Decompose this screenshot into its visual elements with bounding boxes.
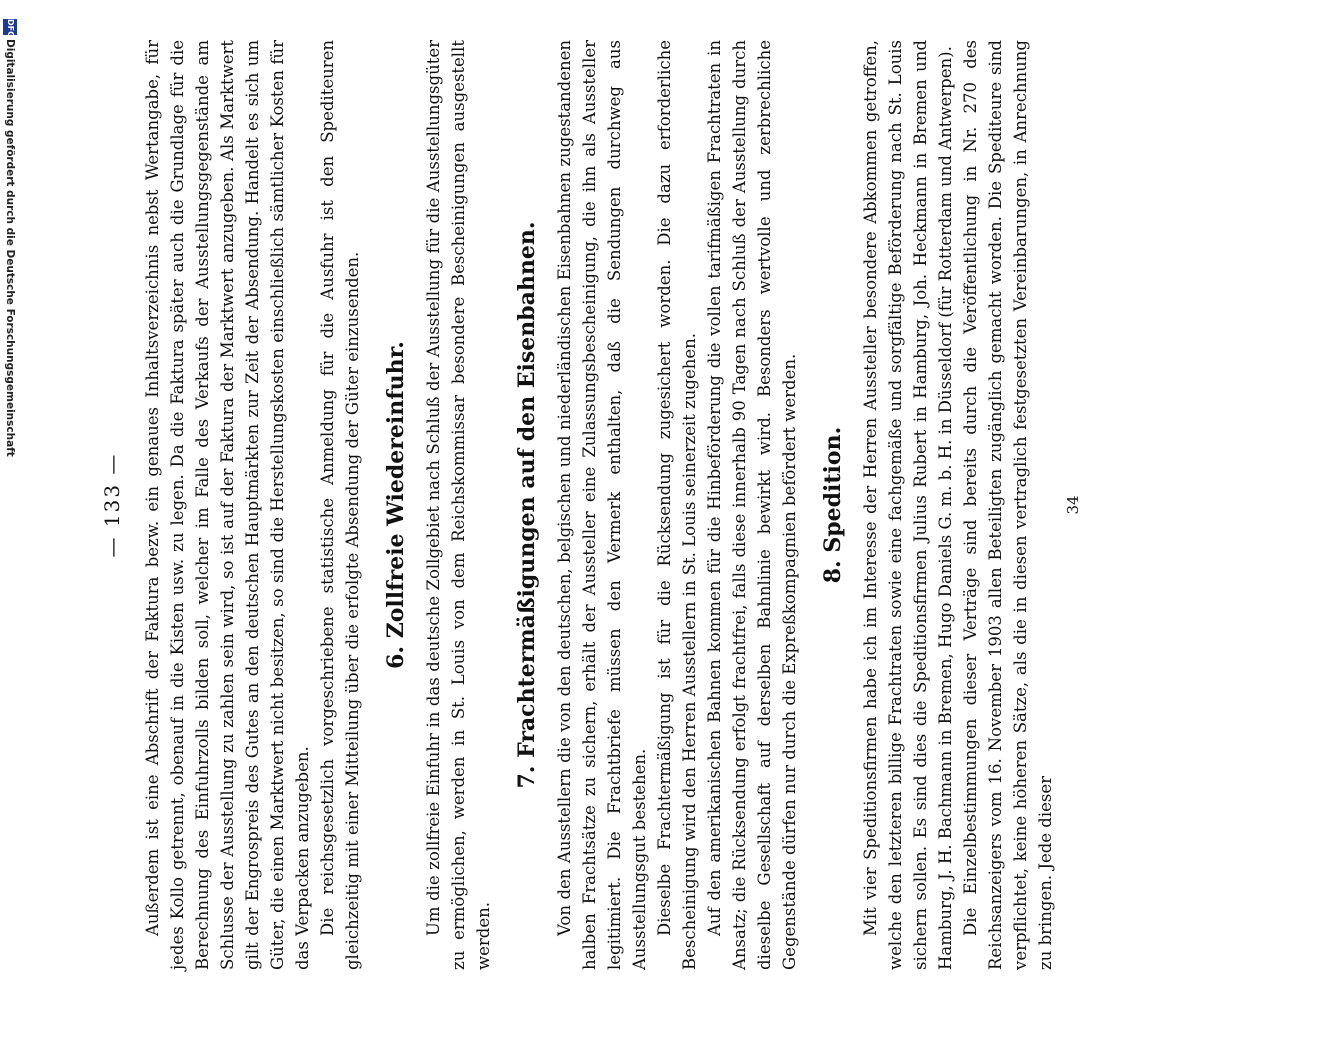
section-7-paragraph-1: Von den Ausstellern die von den deutschen, belgischen und niederländischen Eisenbahnen zugestandenen halben Frachtsätze zu sichern, erhält der Aussteller eine Zulassungsbescheinigung, die ihn als Aussteller legitimiert. Die Frachtbriefe müssen den Vermerk enthalten, daß die Sendungen durchweg aus Ausstellungsgut bestehen. <box>555 40 649 970</box>
section-8-paragraph-1: Mit vier Speditionsfirmen habe ich im Interesse der Herren Aussteller besondere Abkommen getroffen, welche den letzteren billige Frachtraten sowie eine fachgemäße und sorgfältige Beförderung nach St. Louis sichern sollen. Es sind dies die Speditionsfirmen Julius Rubert in Hamburg, Joh. Heckmann in Bremen und Hamburg, J. H. Bachmann in Bremen, Hugo Daniels G. m. b. H. in Düsseldorf (für Rotterdam und Antwerpen). <box>861 40 955 970</box>
section-8-heading: 8. Spedition. <box>820 426 846 584</box>
page-number: — 133 — <box>100 452 124 558</box>
section-7-paragraph-2: Dieselbe Frachtermäßigung ist für die Rücksendung zugesichert worden. Die dazu erforderliche Bescheinigung wird den Herren Ausstellern in St. Louis seinerzeit zugehen. <box>655 40 699 970</box>
rotated-page <box>100 0 1105 1045</box>
intro-paragraph-1: Außerdem ist eine Abschrift der Faktura bezw. ein genaues Inhaltsverzeichnis nebst Wertangabe, für jedes Kollo getrennt, obenauf in die Kisten usw. zu legen. Da die Faktura später auch die Grundlage für die Berechnung des Einfuhrzolls bilden soll, welcher im Falle des Verkaufs der Ausstellungsgegenstände am Schlusse der Ausstellung zu zahlen sein wird, so ist auf der Faktura der Marktwert anzugeben. Als Marktwert gilt der Engrospreis des Gutes an den deutschen Hauptmärkten zur Zeit der Absendung. Handelt es sich um Güter, die einen Marktwert nicht besitzen, so sind die Herstellungskosten einschließlich sämtlicher Kosten für das Verpacken anzugeben. <box>143 40 312 970</box>
page-body <box>100 40 1180 970</box>
dfg-logo: DFG <box>3 19 17 35</box>
section-6-heading: 6. Zollfreie Wiedereinfuhr. <box>383 341 409 669</box>
section-6-paragraph-1: Um die zollfreie Einfuhr in das deutsche Zollgebiet nach Schluß der Ausstellung für die Ausstellungsgüter zu ermöglichen, werden in St. Louis von dem Reichskommissar besondere Bescheinigungen ausgestellt werden. <box>424 40 493 970</box>
credit-text: Digitalisierung gefördert durch die Deutsche Forschungsgemeinschaft <box>4 39 16 457</box>
intro-paragraph-2: Die reichsgesetzlich vorgeschriebene statistische Anmeldung für die Ausfuhr ist den Spediteuren gleichzeitig mit einer Mitteilung über die erfolgte Absendung der Güter einzusenden. <box>318 40 362 970</box>
section-8-paragraph-2: Die Einzelbestimmungen dieser Verträge sind bereits durch die Veröffentlichung in Nr. 270 des Reichsanzeigers vom 16. November 1903 allen Beteiligten zugänglich gemacht worden. Die Spediteure sind verpflichtet, keine höheren Sätze, als die in diesen vertraglich festgesetzten Vereinbarungen, in Anrechnung zu bringen. Jede dieser <box>961 40 1055 970</box>
section-7-paragraph-3: Auf den amerikanischen Bahnen kommen für die Hinbeförderung die vollen tarifmäßigen Frachtraten in Ansatz; die Rücksendung erfolgt frachtfrei, falls diese innerhalb 90 Tagen nach Schluß der Ausstellung durch dieselbe Gesellschaft auf derselben Bahnlinie bewirkt wird. Besonders wertvolle und zerbrechliche Gegenstände dürfen nur durch die Expreßkompagnien befördert werden. <box>705 40 799 970</box>
signature-mark: 34 <box>1064 495 1082 515</box>
section-7-heading: 7. Frachtermäßigungen auf den Eisenbahnen. <box>514 221 540 789</box>
